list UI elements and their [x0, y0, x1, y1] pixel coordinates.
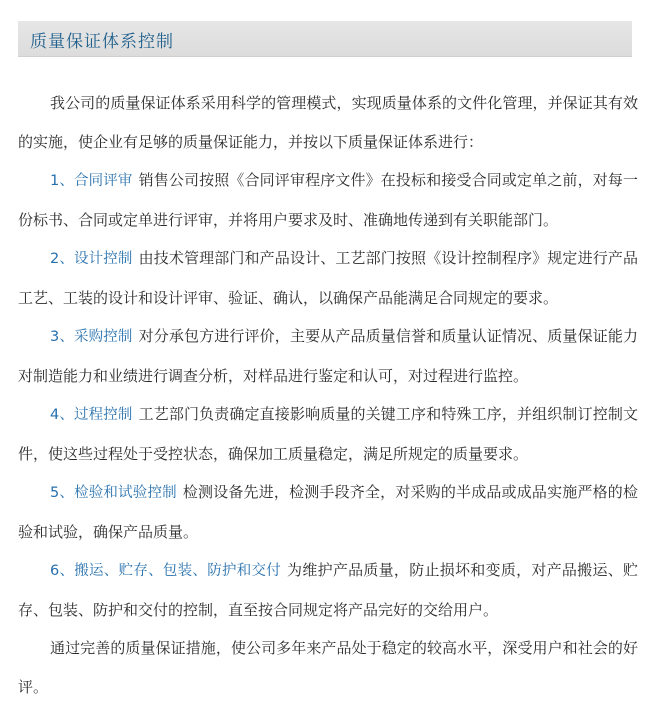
intro-paragraph: 我公司的质量保证体系采用科学的管理模式，实现质量体系的文件化管理，并保证其有效的实施，使企业有足够的质量保证能力，并按以下质量保证体系进行：	[18, 94, 638, 151]
item-label-inspection-testing: 5、检验和试验控制	[50, 485, 177, 501]
item-text-inspection-testing: 检测设备先进，检测手段齐全，对采购的半成品或成品实施严格的检验和试验，确保产品质量。	[18, 483, 638, 541]
item-label-purchasing-control: 3、采购控制	[50, 329, 133, 345]
item-label-process-control: 4、过程控制	[50, 407, 133, 423]
section-title: 质量保证体系控制	[30, 32, 174, 52]
item-label-contract-review: 1、合同评审	[50, 173, 133, 189]
item-text-handling-delivery: 为维护产品质量，防止损坏和变质，对产品搬运、贮存、包装、防护和交付的控制，直至按合同规定将产品完好的交给用户。	[18, 561, 638, 619]
item-paragraph-2	[18, 239, 638, 317]
item-paragraph-3	[18, 317, 638, 395]
item-text-contract-review: 销售公司按照《合同评审程序文件》在投标和接受合同或定单之前，对每一份标书、合同或定单进行评审，并将用户要求及时、准确地传递到有关职能部门。	[18, 171, 638, 229]
item-paragraph-6	[18, 551, 638, 629]
section-header	[18, 21, 632, 57]
item-text-process-control: 工艺部门负责确定直接影响质量的关键工序和特殊工序，并组织制订控制文件，使这些过程处于受控状态，确保加工质量稳定，满足所规定的质量要求。	[18, 405, 638, 463]
item-label-handling-delivery: 6、搬运、贮存、包装、防护和交付	[50, 563, 282, 579]
item-paragraph-5	[18, 473, 638, 551]
item-paragraph-1	[18, 161, 638, 239]
item-label-design-control: 2、设计控制	[50, 251, 133, 267]
article-body	[18, 84, 638, 706]
item-text-design-control: 由技术管理部门和产品设计、工艺部门按照《设计控制程序》规定进行产品工艺、工装的设计和设计评审、验证、确认，以确保产品能满足合同规定的要求。	[18, 249, 638, 307]
item-paragraph-4	[18, 395, 638, 473]
item-text-purchasing-control: 对分承包方进行评价，主要从产品质量信誉和质量认证情况、质量保证能力对制造能力和业绩进行调查分析，对样品进行鉴定和认可，对过程进行监控。	[18, 327, 638, 385]
conclusion-paragraph: 通过完善的质量保证措施，使公司多年来产品处于稳定的较高水平，深受用户和社会的好评。	[18, 639, 638, 696]
